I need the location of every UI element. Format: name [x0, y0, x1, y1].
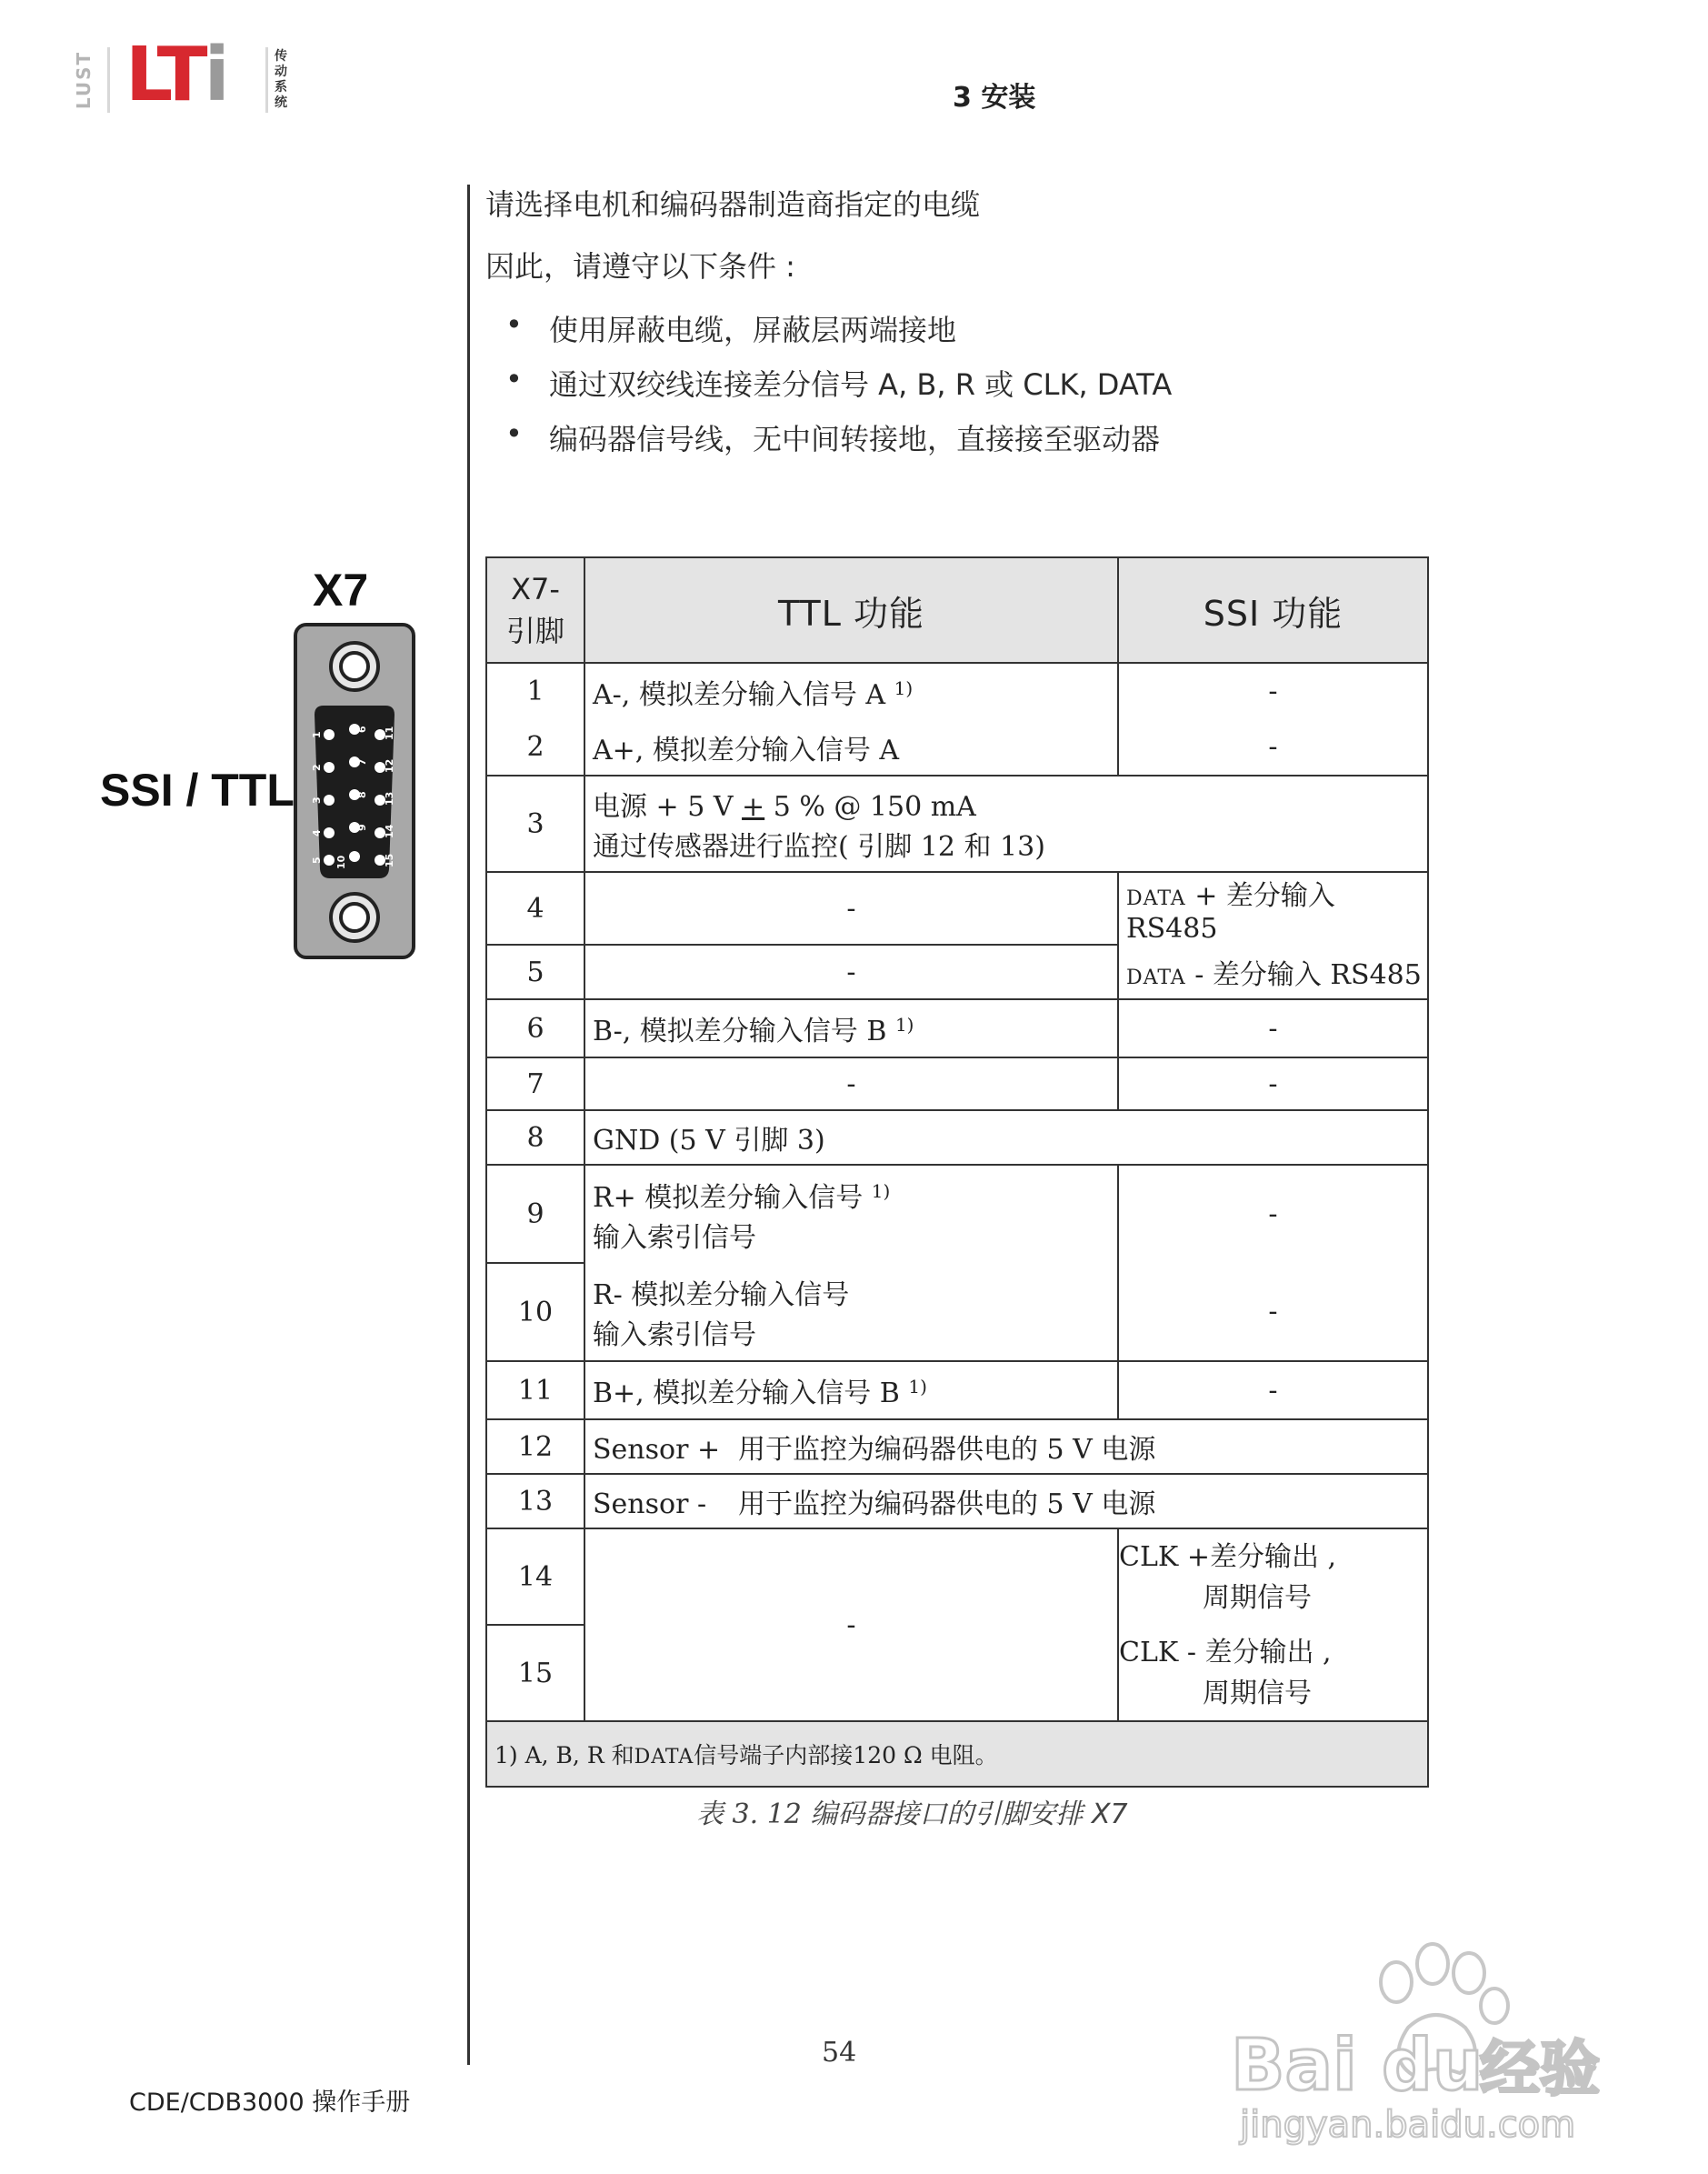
ssi-function: - [1118, 1057, 1428, 1110]
bullet-item: • 使用屏蔽电缆，屏蔽层两端接地 [505, 307, 957, 347]
pin-number: 2 [486, 719, 584, 776]
ttl-function: Sensor + 用于监控为编码器供电的 5 V 电源 [584, 1419, 1428, 1474]
pin-number: 14 [486, 1528, 584, 1625]
ttl-function: - [584, 1057, 1118, 1110]
watermark-url: jingyan.baidu.com [1240, 2104, 1576, 2146]
ttl-function: A+, 模拟差分输入信号 A [584, 719, 1118, 776]
bullet-item: • 通过双绞线连接差分信号 A, B, R 或 CLK, DATA [505, 362, 1173, 402]
ttl-function: - [584, 1528, 1118, 1721]
pin-label: 10 [335, 855, 347, 869]
bullet-item: • 编码器信号线，无中间转接地，直接接至驱动器 [505, 416, 1161, 456]
margin-rule [467, 185, 470, 2065]
pin-number: 10 [486, 1263, 584, 1361]
pin-label: 7 [356, 758, 368, 766]
pin-number: 13 [486, 1474, 584, 1528]
pin-number: 1 [486, 663, 584, 719]
pin-number: 4 [486, 872, 584, 945]
table-caption: 表 3. 12 编码器接口的引脚安排 X7 [696, 1798, 1128, 1830]
intro-line-1: 请选择电机和编码器制造商指定的电缆 [485, 187, 981, 222]
ttl-function: B-, 模拟差分输入信号 B $^{1)}$ [584, 999, 1118, 1057]
ssi-function: - [1118, 719, 1428, 776]
lust-logo-text: LUST [73, 50, 95, 110]
table-row [486, 776, 1428, 872]
table-footnote-row [486, 1721, 1428, 1787]
ttl-function: R- 模拟差分输入信号 输入索引信号 [584, 1263, 1118, 1361]
watermark-brand: du [1382, 2025, 1483, 2107]
header-ssi: SSI 功能 [1118, 557, 1428, 663]
watermark-brand-cn: 经验 [1480, 2034, 1600, 2104]
table-row [486, 945, 1428, 999]
ssi-function: DATA - 差分输入 RS485 [1118, 945, 1428, 999]
table-row [486, 1263, 1428, 1361]
lti-logo [73, 32, 309, 118]
bullet-icon: • [505, 307, 523, 342]
pin-label: 9 [356, 824, 368, 831]
pin-label: 15 [384, 853, 395, 867]
connector-name: X7 [313, 565, 369, 616]
pin-number: 8 [486, 1110, 584, 1165]
mounting-screw-icon [331, 894, 378, 941]
pin-label: 14 [384, 824, 395, 838]
pin-number: 11 [486, 1361, 584, 1419]
table-row [486, 663, 1428, 719]
table-row [486, 1419, 1428, 1474]
table-row [486, 1110, 1428, 1165]
ttl-function: - [584, 872, 1118, 945]
intro-line-2: 因此，请遵守以下条件 : [485, 249, 795, 284]
pin-label: 5 [311, 857, 323, 864]
table-row [486, 1528, 1428, 1625]
chapter-title: 3 安装 [953, 82, 1036, 114]
db15-connector-icon [293, 622, 416, 960]
logo-subtitle: 传动系统 [275, 49, 287, 110]
table-row [486, 1165, 1428, 1263]
table-row [486, 999, 1428, 1057]
pin-number: 9 [486, 1165, 584, 1263]
pin-number: 12 [486, 1419, 584, 1474]
pin-label: 1 [311, 731, 323, 738]
bullet-icon: • [505, 362, 523, 396]
ssi-function: DATA + 差分输入 RS485 [1118, 872, 1428, 945]
ttl-function: - [584, 945, 1118, 999]
ssi-function: - [1118, 1263, 1428, 1361]
header-ttl: TTL 功能 [584, 557, 1118, 663]
bullet-icon: • [505, 416, 523, 451]
header-pin: X7- 引脚 [486, 557, 584, 663]
ttl-function: R+ 模拟差分输入信号 $^{1)}$ 输入索引信号 [584, 1165, 1118, 1263]
lti-wordmark: LTi [125, 32, 226, 118]
ttl-function: Sensor - 用于监控为编码器供电的 5 V 电源 [584, 1474, 1428, 1528]
pin-number: 5 [486, 945, 584, 999]
table-row [486, 1057, 1428, 1110]
pin-label: 8 [356, 791, 368, 798]
footer-manual-title: CDE/CDB3000 操作手册 [129, 2089, 411, 2117]
table-row [486, 872, 1428, 945]
pin-label: 3 [311, 796, 323, 804]
watermark-brand: Bai [1231, 2025, 1357, 2107]
pin-number: 6 [486, 999, 584, 1057]
pin-label: 11 [384, 726, 395, 740]
pin-number: 7 [486, 1057, 584, 1110]
table-row [486, 1361, 1428, 1419]
pin-label: 4 [311, 829, 323, 837]
ssi-function: - [1118, 1165, 1428, 1263]
logo-divider [107, 47, 110, 113]
ttl-function: A-, 模拟差分输入信号 A $^{1)}$ [584, 663, 1118, 719]
pin-number: 3 [486, 776, 584, 872]
ssi-function: - [1118, 999, 1428, 1057]
baidu-jingyan-watermark [1222, 1928, 1649, 2146]
mounting-screw-icon [331, 643, 378, 690]
ssi-function: CLK - 差分输出 , 周期信号 [1118, 1625, 1428, 1721]
ssi-function: CLK +差分输出 , 周期信号 [1118, 1528, 1428, 1625]
table-footnote: 1) A, B, R 和DATA信号端子内部接120 Ω 电阻。 [486, 1721, 1428, 1787]
logo-divider-2 [265, 47, 268, 113]
table-row [486, 719, 1428, 776]
ttl-function: B+, 模拟差分输入信号 B $^{1)}$ [584, 1361, 1118, 1419]
ssi-function: - [1118, 1361, 1428, 1419]
page-number: 54 [822, 2037, 857, 2069]
connector-type: SSI / TTL [100, 765, 295, 816]
pin-label: 2 [311, 764, 323, 771]
ttl-function: 电源 + 5 V + 5 % @ 150 mA 通过传感器进行监控( 引脚 12 和 13) [584, 776, 1428, 872]
ssi-function: - [1118, 663, 1428, 719]
pin-label: 13 [384, 791, 395, 806]
ttl-function: GND (5 V 引脚 3) [584, 1110, 1428, 1165]
pin-label: 12 [384, 758, 395, 773]
pin-number: 15 [486, 1625, 584, 1721]
table-header-row [486, 557, 1428, 663]
pin-assignment-table [485, 556, 1429, 1788]
pin-label: 6 [356, 726, 368, 733]
table-row [486, 1474, 1428, 1528]
